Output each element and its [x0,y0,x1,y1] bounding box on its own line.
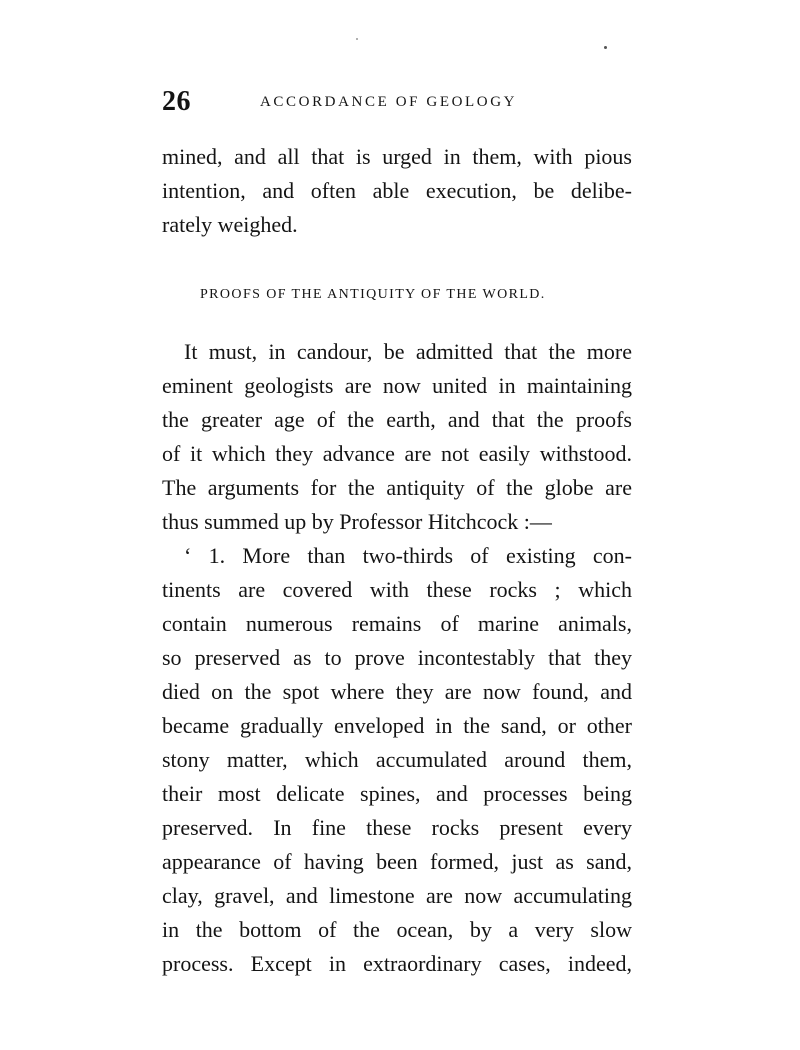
text-line: thus summed up by Professor Hitchcock :— [162,509,552,534]
text-line: became gradually enveloped in the sand, or other [162,713,632,738]
print-speck [356,38,358,40]
text-line: the greater age of the earth, and that the proofs [162,407,632,432]
text-line: mined, and all that is urged in them, with pious [162,144,632,169]
text-line: clay, gravel, and limestone are now accumulating [162,883,632,908]
text-line: in the bottom of the ocean, by a very slow [162,917,632,942]
text-line: so preserved as to prove incontestably that they [162,645,632,670]
text-line: appearance of having been formed, just as sand, [162,849,632,874]
text-line: The arguments for the antiquity of the globe are [162,475,632,500]
text-line: It must, in candour, be admitted that the more [184,339,632,364]
text-line: died on the spot where they are now found, and [162,679,632,704]
text-line: their most delicate spines, and processes being [162,781,632,806]
running-head: ACCORDANCE OF GEOLOGY [260,94,518,110]
text-line: rately weighed. [162,212,298,237]
text-line: eminent geologists are now united in maintaining [162,373,632,398]
text-line: process. Except in extraordinary cases, indeed, [162,951,632,976]
text-line: preserved. In fine these rocks present every [162,815,632,840]
text-line: stony matter, which accumulated around them, [162,747,632,772]
print-speck [604,46,607,49]
text-line: of it which they advance are not easily withstood. [162,441,632,466]
text-line: tinents are covered with these rocks ; which [162,577,632,602]
text-line: contain numerous remains of marine animals, [162,611,632,636]
page-number: 26 [162,86,191,117]
section-heading: PROOFS OF THE ANTIQUITY OF THE WORLD. [200,287,546,302]
text-line: ‘ 1. More than two-thirds of existing con- [184,543,632,568]
page-header [162,86,642,122]
text-line: intention, and often able execution, be delibe- [162,178,632,203]
